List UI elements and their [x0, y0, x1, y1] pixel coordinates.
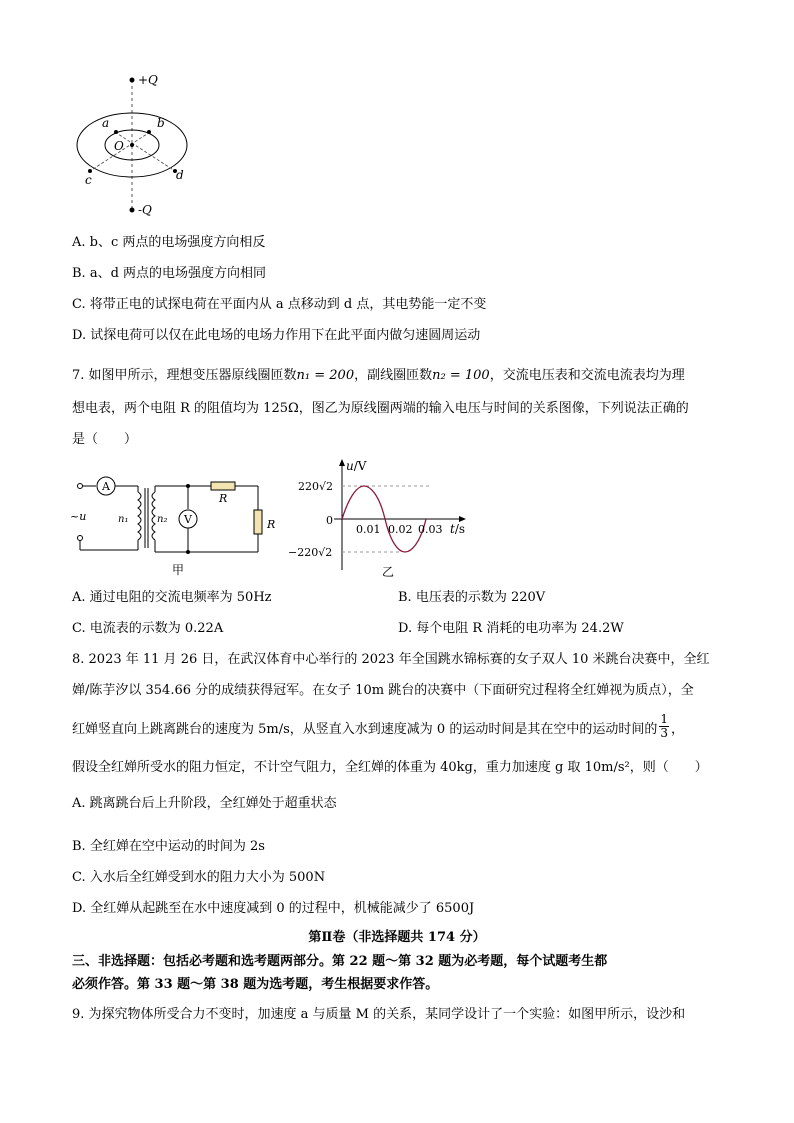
q8-stem-line2: 婵/陈芋汐以 354.66 分的成绩获得冠军。在女子 10m 跳台的决赛中（下面研究过程将全红婵视为质点），全	[72, 683, 694, 698]
field-ring-figure	[70, 70, 200, 220]
q7-option-d: D. 每个电阻 R 消耗的电功率为 24.2W	[398, 621, 624, 636]
q8-stem-line1: 8. 2023 年 11 月 26 日，在武汉体育中心举行的 2023 年全国跳水锦标赛的女子双人 10 米跳台决赛中，全红	[72, 652, 710, 667]
circuit-caption: 甲	[172, 563, 185, 577]
point-a-label: a	[102, 116, 110, 130]
graph-xlabel: t/s	[450, 522, 466, 536]
source-label: ~u	[70, 510, 87, 523]
section-2-title: 第Ⅱ卷（非选择题共 174 分）	[308, 930, 486, 945]
graph-ymax-label: 220√2	[298, 480, 334, 493]
q8-option-d: D. 全红婵从起跳至在水中速度减到 0 的过程中，机械能减少了 6500J	[72, 901, 475, 916]
graph-ylabel: u/V	[346, 459, 367, 473]
q7-stem-line1: 7. 如图甲所示，理想变压器原线圈匝数n₁ = 200，副线圈匝数n₂ = 100，交流电压表和交流电流表均为理	[72, 368, 685, 383]
q7-option-c: C. 电流表的示数为 0.22A	[72, 621, 224, 636]
secondary-coil-label: n₂	[157, 514, 168, 525]
graph-tick-3: 0.03	[418, 523, 443, 536]
graph-tick-1: 0.01	[356, 523, 381, 536]
section-2-heading-line2: 必须作答。第 33 题～第 38 题为选考题，考生根据要求作答。	[72, 977, 439, 992]
point-c-label: c	[85, 173, 92, 187]
q7-stem-line2: 想电表，两个电阻 R 的阻值均为 125Ω，图乙为原线圈两端的输入电压与时间的关系图像，下列说法正确的	[72, 401, 689, 416]
transformer-circuit-diagram	[68, 470, 278, 580]
graph-caption: 乙	[382, 565, 395, 579]
q7-option-b: B. 电压表的示数为 220V	[398, 590, 546, 605]
graph-ymin-label: −220√2	[288, 546, 333, 559]
resistor-2-label: R	[267, 518, 276, 531]
graph-zero-label: 0	[326, 514, 333, 527]
q6-option-c: C. 将带正电的试探电荷在平面内从 a 点移动到 d 点，其电势能一定不变	[72, 297, 487, 312]
q6-option-a: A. b、c 两点的电场强度方向相反	[72, 235, 266, 250]
ammeter-label: A	[102, 480, 110, 493]
q8-fraction: $\frac{1}{3}$	[660, 712, 668, 740]
neg-charge-label: -Q	[138, 203, 152, 217]
primary-coil-label: n₁	[118, 514, 129, 525]
q7-stem-line3: 是（ ）	[72, 432, 138, 447]
point-o-label: O	[114, 139, 124, 153]
graph-tick-2: 0.02	[388, 523, 413, 536]
q9-stem-line1: 9. 为探究物体所受合力不变时，加速度 a 与质量 M 的关系，某同学设计了一个实验：如图甲所示，设沙和	[72, 1007, 686, 1022]
q8-option-a: A. 跳离跳台后上升阶段，全红婵处于超重状态	[72, 796, 337, 811]
q8-option-c: C. 入水后全红婵受到水的阻力大小为 500N	[72, 870, 326, 885]
q8-stem-line3: 红婵竖直向上跳离跳台的速度为 5m/s，从竖直入水到速度减为 0 的运动时间是其在空中的运动时间的 $\frac{1}{3}$ ，	[72, 712, 684, 740]
q8-stem-line4: 假设全红婵所受水的阻力恒定，不计空气阻力，全红婵的体重为 40kg，重力加速度 g 取 10m/s²，则（ ）	[72, 760, 708, 775]
q6-option-d: D. 试探电荷可以仅在此电场的电场力作用下在此平面内做匀速圆周运动	[72, 328, 481, 343]
q6-option-b: B. a、d 两点的电场强度方向相同	[72, 266, 267, 281]
section-2-heading-line1: 三、非选择题：包括必考题和选考题两部分。第 22 题～第 32 题为必考题，每个试题考生都	[72, 954, 608, 969]
voltage-time-graph	[284, 456, 484, 580]
q7-option-a: A. 通过电阻的交流电频率为 50Hz	[72, 590, 272, 605]
voltmeter-label: V	[184, 513, 192, 526]
resistor-1-label: R	[219, 492, 228, 505]
pos-charge-label: +Q	[138, 73, 158, 87]
point-d-label: d	[176, 168, 184, 182]
point-b-label: b	[157, 116, 165, 130]
q8-option-b: B. 全红婵在空中运动的时间为 2s	[72, 839, 265, 854]
